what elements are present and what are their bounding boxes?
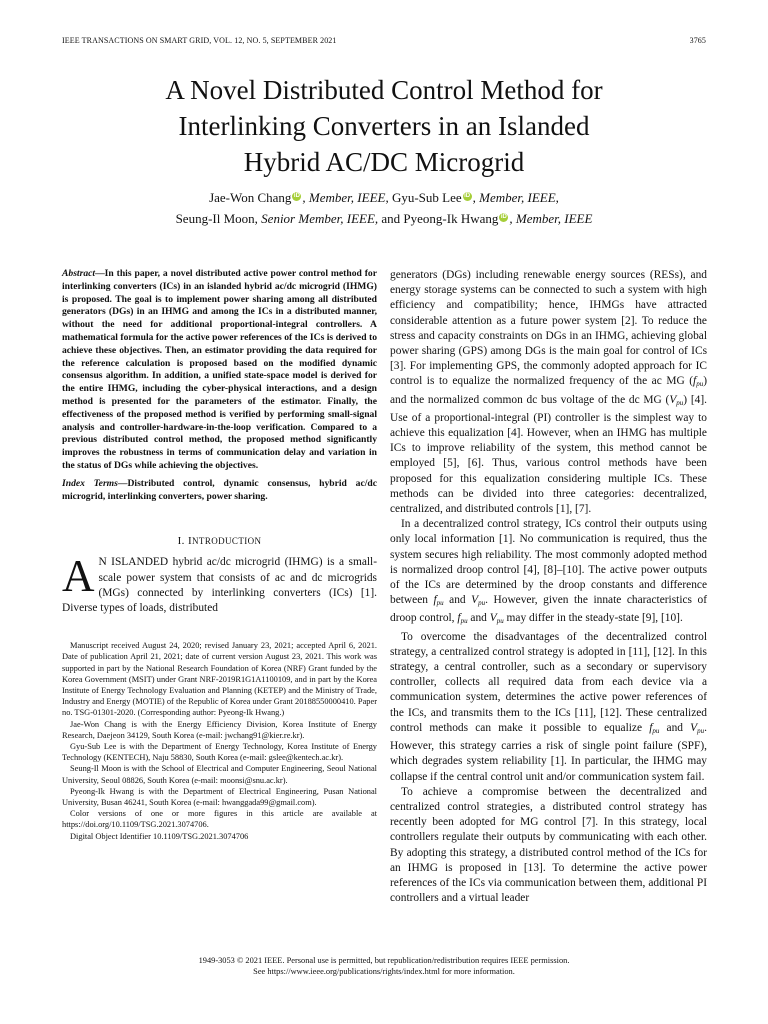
author-membership: Senior Member, IEEE, (257, 211, 379, 226)
left-column (62, 268, 377, 842)
author-name: and Pyeong-Ik Hwang (378, 211, 499, 226)
right-column (390, 268, 707, 906)
index-terms (62, 478, 377, 504)
footnote-doi: Digital Object Identifier 10.1109/TSG.2021.3074706 (70, 831, 249, 841)
author-name: Jae-Won Chang (209, 190, 292, 205)
author-membership: , Member, IEEE (509, 211, 593, 226)
copyright-line-1: 1949-3053 © 2021 IEEE. Personal use is permitted, but republication/redistribution requires IEEE permission. (198, 956, 570, 965)
author-membership: , Member, IEEE, (472, 190, 559, 205)
orcid-icon[interactable]: iD (500, 214, 507, 220)
abstract-label: Abstract (62, 268, 96, 279)
page-number: 3765 (689, 36, 706, 45)
section-heading-introduction: I. INTRODUCTION (177, 535, 262, 548)
body-paragraph: generators (DGs) including renewable energy sources (RESs), and energy storage systems can be connected to such a system with high efficiency and compatibility; hence, IHMGs have attracted considerable attention as a future power system [2]. To reduce the stress and capacity constraints on DGs in an IHMG, achieving global power sharing (GPS) among DGs is the main goal for control of ICs [3]. For implementing GPS, the commonly adopted approach for IC control is to equalize the normalized frequency of the ac MG $(f_{pu})$ and the normalized common dc bus voltage of the dc MG $(V_{pu})$ [4]. Use of a proportional-integral (PI) controller is the simplest way to achieve this equalization [4]. However, when an IHMG has multiple ICs to improve reliability of the system, this method cannot be employed [5], [6]. Thus, various control methods have been proposed for this equalization considering multiple ICs. These methods can be divided into three categories: decentralized, centralized, and distributed controls [1], [7]. (390, 269, 707, 516)
abstract (62, 268, 377, 473)
title-line-1: A Novel Distributed Control Method for (165, 75, 603, 105)
orcid-icon[interactable]: iD (293, 193, 300, 199)
journal-name: IEEE TRANSACTIONS ON SMART GRID, VOL. 12, NO. 5, SEPTEMBER 2021 (62, 36, 337, 45)
body-paragraph: To achieve a compromise between the decentralized and centralized control strategies, a distributed control strategy has recently been adopted for MG control [7]. In this strategy, local controllers regulate their outputs by communicating with each other. By adopting this strategy, a distributed control method of the ICs for an IHMG is proposed in [13]. To determine the active power references of the ICs via communication between them, additional PI controllers and a virtual leader (390, 785, 707, 905)
copyright-line-2: See https://www.ieee.org/publications/rights/index.html for more information. (253, 967, 515, 976)
footnotes (62, 640, 377, 842)
introduction-paragraph (62, 551, 377, 616)
orcid-icon[interactable]: iD (464, 193, 471, 199)
author-line-1 (0, 187, 768, 208)
body-paragraph: In a decentralized control strategy, ICs control their outputs using only local information [1]. No communication is required, thus the system secures high reliability. The most commonly adopted method is normalized droop control [4], [8]–[10]. The active power outputs of the ICs are determined by the droop constants and difference between $f_{pu}$ and $V_{pu}$. However, given the innate characteristics of droop control, $f_{pu}$ and $V_{pu}$ may differ in the steady-state [9], [10]. (390, 518, 707, 626)
index-terms-label: Index Terms (62, 477, 118, 489)
footnote-author-affiliation: Pyeong-Ik Hwang is with the Department of Electrical Engineering, Pusan National University, Busan 46241, South Korea (e-mail: hwanggada99@gmail.com). (62, 786, 377, 807)
intro-lead: N ISLANDED (98, 556, 169, 569)
abstract-text: —In this paper, a novel distributed active power control method for interlinking converters (ICs) in an islanded hybrid ac/dc microgrid (IHMG) is proposed. The goal is to implement power sharing among all distributed generators (DGs) in an IHMG and among the ICs in a distributed manner, without the need for additional proportional-integral controllers. A mathematical formula for the active power references of the ICs is derived to achieve these objectives. Then, an estimator providing the data required for the reference calculation is proposed based on the modified dynamic consensus algorithm. In addition, a unified state-space model is derived for the entire IHMG, including the cyber-physical interactions, and a design method is presented for the parameters of the estimator. Finally, the effectiveness of the proposed method is verified by performing small-signal analysis and controller-hardware-in-the-loop verification. Compared to a previous distributed control method, the proposed method significantly improves the robustness in terms of communication delay and variation in the status of DGs while achieving the objectives. (62, 268, 377, 471)
title-line-2: Interlinking Converters in an Islanded (178, 111, 590, 141)
drop-cap: A (62, 551, 95, 602)
author-name: Seung-Il Moon, (175, 211, 258, 226)
paper-title (0, 72, 768, 180)
index-terms-text: —Distributed control, dynamic consensus, hybrid ac/dc microgrid, interlinking converters, power sharing. (62, 477, 377, 502)
footnote-author-affiliation: Seung-Il Moon is with the School of Electrical and Computer Engineering, Seoul National University, Seoul 08826, South Korea (e-mail: moonsi@snu.ac.kr). (62, 764, 377, 785)
running-head (62, 36, 706, 48)
footnote-author-affiliation: Gyu-Sub Lee is with the Department of Energy Technology, Korea Institute of Energy Technology (KENTECH), Naju 58830, South Korea (e-mail: gslee@kentech.ac.kr). (62, 741, 377, 763)
intro-text: hybrid ac/dc microgrid (IHMG) is a small-scale power system that consists of ac and dc microgrids (MGs) connected by interlinking converters (ICs) [1]. Diverse types of loads, distributed (62, 556, 377, 614)
footnote-manuscript: Manuscript received August 24, 2020; revised January 23, 2021; accepted April 6, 2021. Date of publication April 21, 2021; date of current version August 23, 2021. This work was supported in part by the National Research Foundation of Korea (NRF) Grant funded by the Korea Government (MSIT) under Grant NRF-2019R1G1A1100109, and in part by the Korea Institute of Energy Technology Evaluation and Planning (KETEP) and the Ministry of Trade, Industry and Energy (MOTIE) of the Republic of Korea under Grant 20188550000410. Paper no. TSG-01301-2020. (Corresponding author: Pyeong-Ik Hwang.) (62, 641, 377, 718)
author-list (0, 187, 768, 229)
copyright-notice (0, 955, 768, 977)
author-name: Gyu-Sub Lee (388, 190, 462, 205)
body-paragraph: To overcome the disadvantages of the decentralized control strategy, a centralized control strategy is adopted in [11], [12]. In this strategy, a central controller, such as a secondary or supervisory controller, collects all required data from each device via a communication system, determines the active power references of the ICs, and transmits them to the ICs [11], [12]. These centralized control methods can make it possible to equalize $f_{pu}$ and $V_{pu}$. However, this strategy carries a risk of single point failure (SPF), which degrades system reliability [1]. In particular, the IHMG may collapse if the central control unit and/or communication system fail. (390, 630, 707, 783)
author-line-2 (0, 208, 768, 229)
title-line-3: Hybrid AC/DC Microgrid (243, 147, 525, 177)
footnote-color-versions: Color versions of one or more figures in this article are available at https://doi.org/10.1109/TSG.2021.3074706. (62, 809, 377, 830)
author-membership: , Member, IEEE, (302, 190, 389, 205)
footnote-author-affiliation: Jae-Won Chang is with the Energy Efficiency Division, Korea Institute of Energy Research, Daejeon 34129, South Korea (e-mail: jwchang91@kier.re.kr). (62, 719, 377, 740)
